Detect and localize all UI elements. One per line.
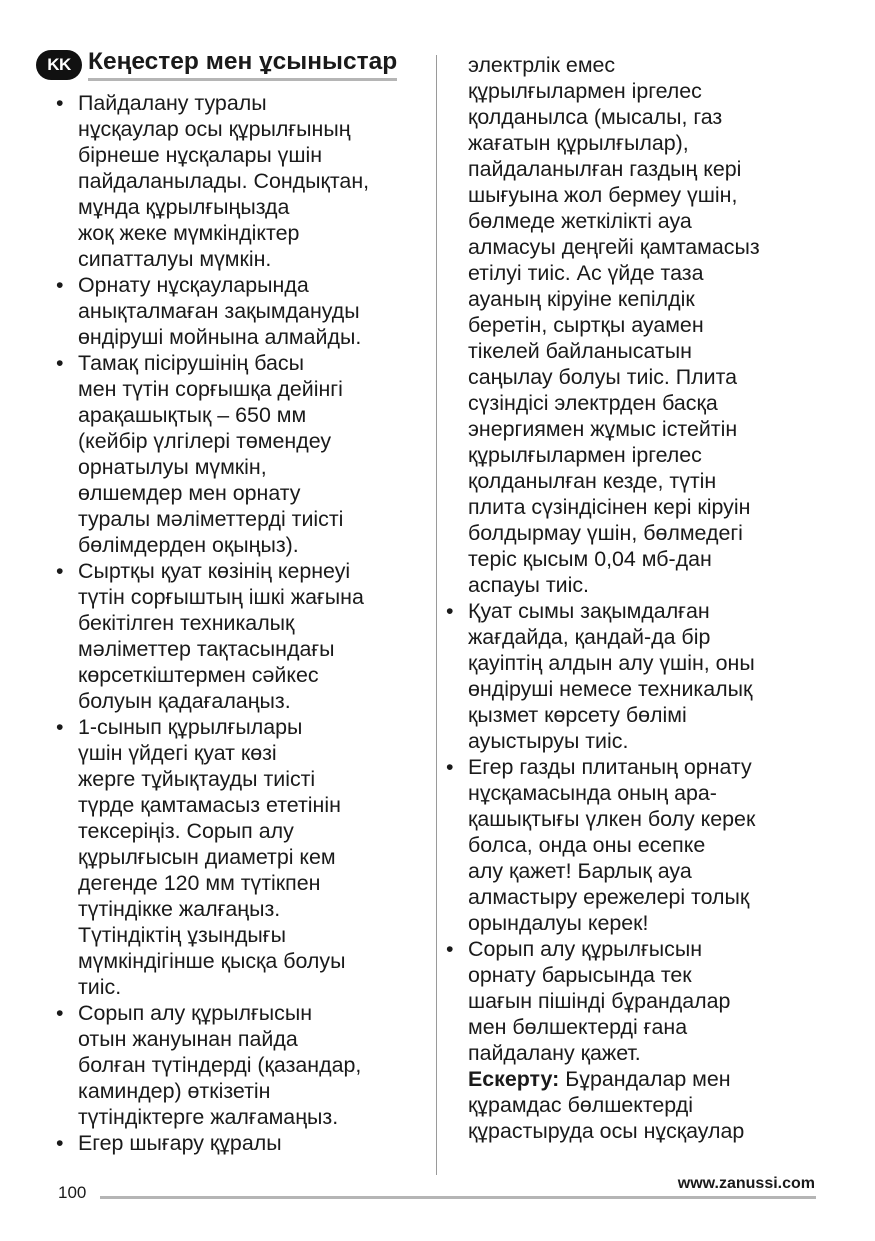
page-number: 100 [58,1183,87,1202]
text-line: (кейбір үлгілері төмендеу [78,429,332,453]
bullet-item [56,272,426,350]
text-line: Орнату нұсқауларында [78,273,309,297]
text-line: бөлмеде жеткілікті ауа [468,209,692,233]
text-line: тиіс. [78,975,122,999]
footer-rule [100,1196,816,1199]
right-column [446,52,826,1144]
text-line: шығуына жол бермеу үшін, [468,183,738,207]
bullet-item [446,598,826,754]
text-line: саңылау болуы тиіс. Плита [468,365,738,389]
bullet-icon: • [56,1131,64,1155]
bullet-text [468,598,826,754]
text-line: қауіптің алдын алу үшін, оны [468,651,755,675]
left-column [56,90,426,1156]
text-line: шағын пішінді бұрандалар [468,989,731,1013]
bullet-icon: • [446,937,454,961]
text-line: жағатын құрылғылар), [468,131,689,155]
text-line: құрылғысын диаметрі кем [78,845,336,869]
note-paragraph [446,1066,826,1144]
text-line: отын жануынан пайда [78,1027,298,1051]
text-line: өндіруші немесе техникалық [468,677,753,701]
bullet-text [78,1130,426,1156]
text-line: Егер шығару құралы [78,1131,282,1155]
text-line: болса, онда оны есепке [468,833,706,857]
text-line: Сорып алу құрылғысын [78,1001,313,1025]
bullet-icon: • [56,351,64,375]
bullet-text [78,1000,426,1130]
text-line: 1-сынып құрылғылары [78,715,303,739]
text-line: қолданылған кезде, түтін [468,469,717,493]
bullet-text [468,754,826,936]
text-line: энергиямен жұмыс істейтін [468,417,738,441]
text-line: бөлімдерден оқыңыз). [78,533,299,557]
bullet-icon: • [446,755,454,779]
text-line: көрсеткіштермен сәйкес [78,663,319,687]
bullet-text [78,558,426,714]
text-line: теріс қысым 0,04 мб-дан [468,547,712,571]
text-line: сипатталуы мүмкін. [78,247,272,271]
text-line: Тамақ пісірушінің басы [78,351,305,375]
bullet-text [78,714,426,1000]
text-line: Егер газды плитаның орнату [468,755,752,779]
text-line: орнату барысында тек [468,963,692,987]
text-line: түтіндікке жалғаңыз. [78,897,281,921]
language-badge: KK [36,50,82,80]
text-line: пайдалану қажет. [468,1041,641,1065]
bullet-item [446,754,826,936]
bullet-text [78,350,426,558]
note-label: Ескерту: [468,1067,560,1091]
text-line: тексеріңіз. Сорып алу [78,819,294,843]
text-line: құрылғылармен іргелес [468,443,702,467]
text-line: үшін үйдегі қуат көзі [78,741,277,765]
page-heading [36,48,428,81]
text-line: болдырмау үшін, бөлмедегі [468,521,743,545]
text-line: түтіндіктерге жалғамаңыз. [78,1105,339,1129]
text-line: Қуат сымы зақымдалған [468,599,710,623]
bullet-list [446,598,826,1066]
column-divider [436,55,437,1175]
text-line: анықталмаған зақымдануды [78,299,360,323]
text-line: пайдаланылады. Сондықтан, [78,169,370,193]
bullet-icon: • [56,273,64,297]
text-line: мұнда құрылғыңызда [78,195,290,219]
bullet-item [56,350,426,558]
text-line: қолданылса (мысалы, газ [468,105,723,129]
text-line: Сыртқы қуат көзінің кернеуі [78,559,351,583]
text-line: каминдер) өткізетін [78,1079,271,1103]
text-line: нұсқамасында оның ара- [468,781,717,805]
text-line: түтін сорғыштың ішкі жағына [78,585,364,609]
text-line: дегенде 120 мм түтікпен [78,871,321,895]
text-line: Түтіндіктің ұзындығы [78,923,286,947]
text-line: жоқ жеке мүмкіндіктер [78,221,300,245]
bullet-icon: • [56,715,64,739]
bullet-item [56,714,426,1000]
page-title: Кеңестер мен ұсыныстар [88,48,397,81]
text-line: етілуі тиіс. Ас үйде таза [468,261,704,285]
bullet-icon: • [446,599,454,623]
text-line: орнатылуы мүмкін, [78,455,267,479]
bullet-text [78,90,426,272]
bullet-text [468,936,826,1066]
text-line: болуын қадағалаңыз. [78,689,291,713]
text-line: бекітілген техникалық [78,611,295,635]
text-line: мәліметтер тақтасындағы [78,637,335,661]
text-line: құрамдас бөлшектерді [468,1093,693,1117]
bullet-item [56,90,426,272]
text-line: жағдайда, қандай-да бір [468,625,711,649]
text-line: Пайдалану туралы [78,91,267,115]
text-line: тікелей байланысатын [468,339,692,363]
text-line: өлшемдер мен орнату [78,481,301,505]
bullet-item [56,1000,426,1130]
text-line: жерге тұйықтауды тиісті [78,767,316,791]
text-line: электрлік емес [468,53,616,77]
text-line: қашықтығы үлкен болу керек [468,807,756,831]
website-url: www.zanussi.com [677,1175,815,1192]
text-line: болған түтіндерді (қазандар, [78,1053,362,1077]
bullet-icon: • [56,1001,64,1025]
text-line: нұсқаулар осы құрылғының [78,117,351,141]
text-line: туралы мәліметтерді тиісті [78,507,344,531]
text-line: арақашықтық – 650 мм [78,403,307,427]
text-line: плита сүзіндісінен кері кіруін [468,495,751,519]
text-line: құрылғылармен іргелес [468,79,702,103]
bullet-item [446,936,826,1066]
text-line: ауыстыруы тиіс. [468,729,629,753]
bullet-item [56,1130,426,1156]
continued-paragraph [446,52,826,598]
bullet-icon: • [56,559,64,583]
text-line: құрастыруда осы нұсқаулар [468,1119,745,1143]
text-line: орындалуы керек! [468,911,649,935]
text-line: алу қажет! Барлық ауа [468,859,692,883]
text-line: қызмет көрсету бөлімі [468,703,687,727]
text-line: пайдаланылған газдың кері [468,157,742,181]
text-line: алмастыру ережелері толық [468,885,750,909]
text-line: түрде қамтамасыз ететінін [78,793,341,817]
bullet-icon: • [56,91,64,115]
text-line: беретін, сыртқы ауамен [468,313,704,337]
text-line: мен бөлшектерді ғана [468,1015,688,1039]
text-line: мүмкіндігінше қысқа болуы [78,949,346,973]
text-line: өндіруші мойнына алмайды. [78,325,362,349]
bullet-text [78,272,426,350]
text-line: бірнеше нұсқалары үшін [78,143,323,167]
bullet-item [56,558,426,714]
text-line: алмасуы деңгейі қамтамасыз [468,235,760,259]
text-line: Сорып алу құрылғысын [468,937,703,961]
text-line: сүзіндісі электрден басқа [468,391,718,415]
text-line: ауаның кіруіне кепілдік [468,287,695,311]
note-text: Бұрандалар мен [559,1067,731,1091]
text-line: аспауы тиіс. [468,573,589,597]
text-line: мен түтін сорғышқа дейінгі [78,377,343,401]
